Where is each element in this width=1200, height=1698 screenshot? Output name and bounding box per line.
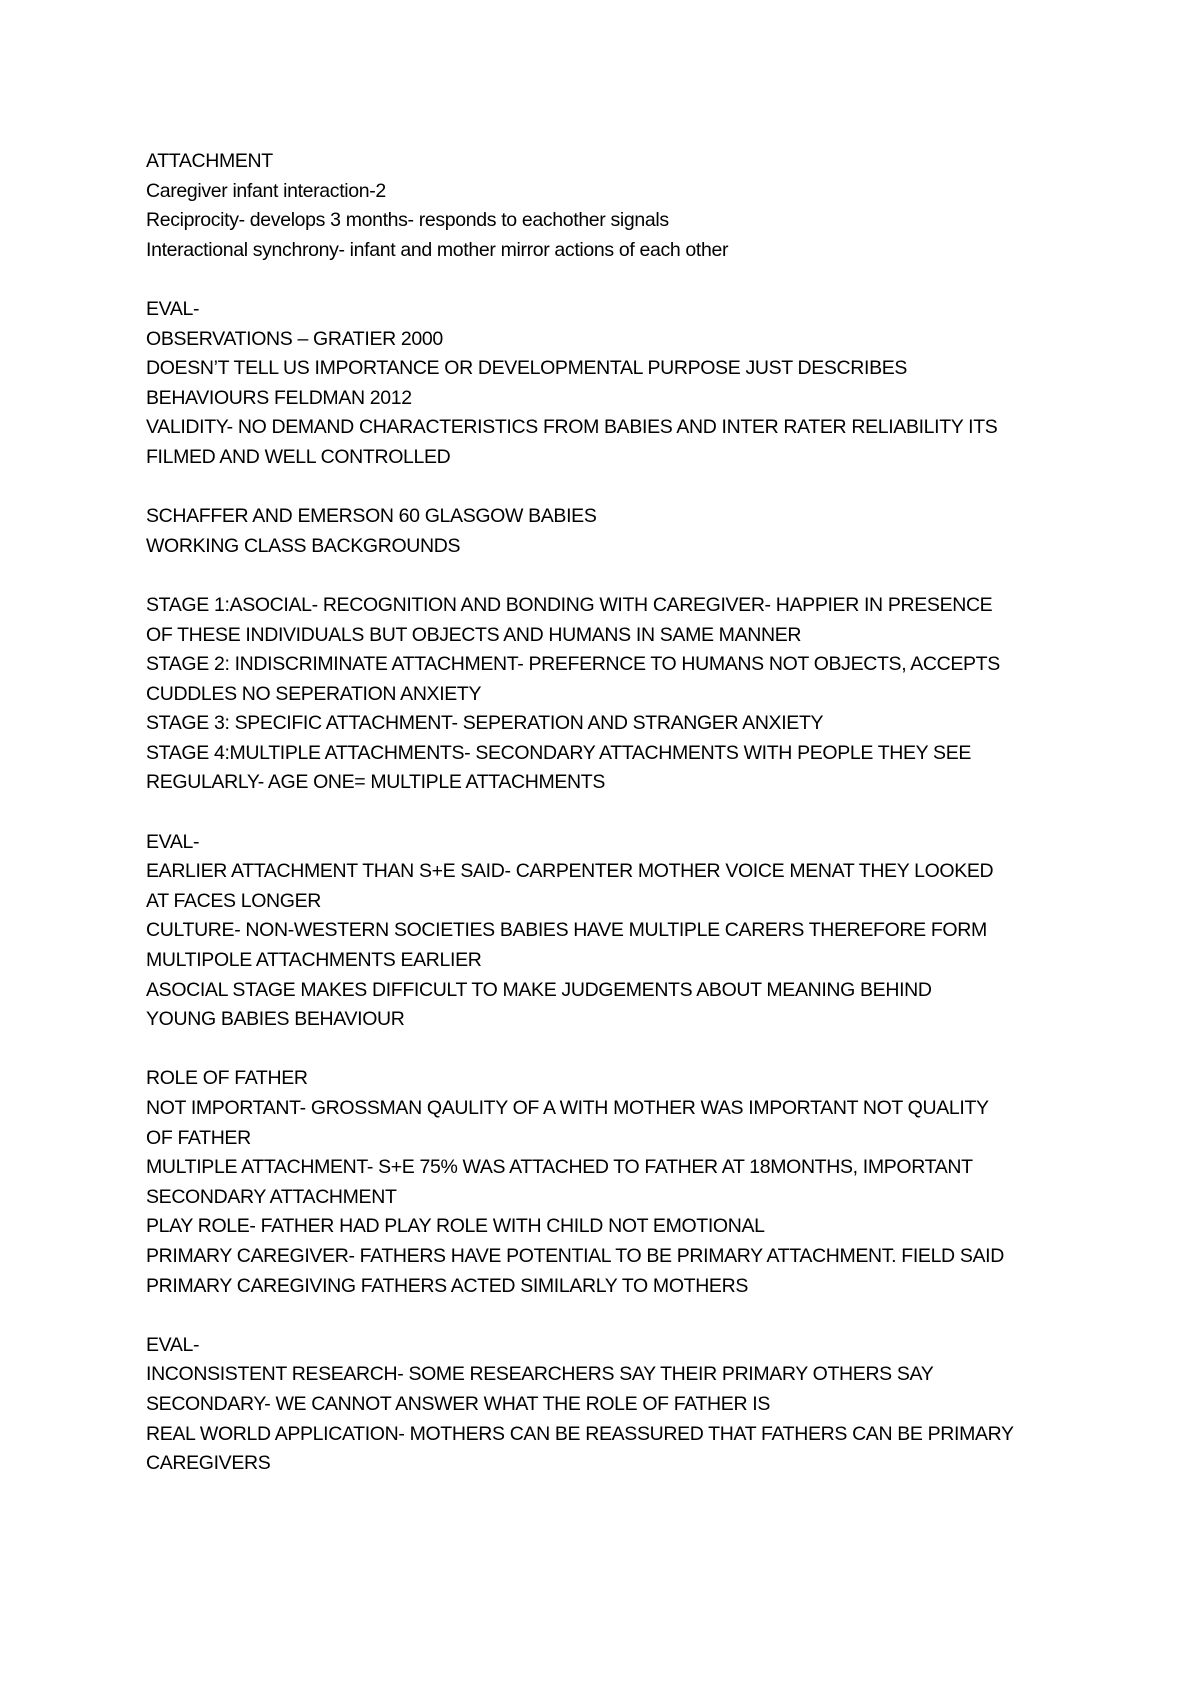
- text-line: SECONDARY ATTACHMENT: [146, 1185, 397, 1208]
- blank-line: [146, 798, 1076, 828]
- blank-line: [146, 473, 1076, 503]
- text-line: DOESN’T TELL US IMPORTANCE OR DEVELOPMENTAL PURPOSE JUST DESCRIBES: [146, 357, 908, 380]
- text-line: VALIDITY- NO DEMAND CHARACTERISTICS FROM BABIES AND INTER RATER RELIABILITY ITS: [146, 416, 998, 439]
- text-line: ASOCIAL STAGE MAKES DIFFICULT TO MAKE JUDGEMENTS ABOUT MEANING BEHIND: [146, 978, 932, 1001]
- text-line: AT FACES LONGER: [146, 889, 321, 912]
- text-line: STAGE 3: SPECIFIC ATTACHMENT- SEPERATION AND STRANGER ANXIETY: [146, 712, 824, 735]
- blank-line: [146, 1301, 1076, 1331]
- text-line: REGULARLY- AGE ONE= MULTIPLE ATTACHMENTS: [146, 771, 605, 794]
- blank-line: [146, 561, 1076, 591]
- blank-line: [146, 265, 1076, 295]
- text-line: CUDDLES NO SEPERATION ANXIETY: [146, 682, 482, 705]
- text-line: PRIMARY CAREGIVING FATHERS ACTED SIMILARLY TO MOTHERS: [146, 1274, 748, 1297]
- text-line: Caregiver infant interaction-2: [146, 179, 386, 202]
- text-line: OF FATHER: [146, 1126, 251, 1149]
- text-line: FILMED AND WELL CONTROLLED: [146, 445, 451, 468]
- blank-line: [146, 1035, 1076, 1065]
- text-line: EVAL-: [146, 1333, 200, 1356]
- text-line: SCHAFFER AND EMERSON 60 GLASGOW BABIES: [146, 505, 597, 528]
- text-line: YOUNG BABIES BEHAVIOUR: [146, 1008, 405, 1031]
- text-line: OF THESE INDIVIDUALS BUT OBJECTS AND HUMANS IN SAME MANNER: [146, 623, 802, 646]
- text-line: PLAY ROLE- FATHER HAD PLAY ROLE WITH CHILD NOT EMOTIONAL: [146, 1215, 765, 1238]
- text-line: PRIMARY CAREGIVER- FATHERS HAVE POTENTIAL TO BE PRIMARY ATTACHMENT. FIELD SAID: [146, 1244, 1004, 1267]
- text-line: Interactional synchrony- infant and mother mirror actions of each other: [146, 238, 729, 261]
- document-body: [146, 147, 1076, 1479]
- text-line: OBSERVATIONS – GRATIER 2000: [146, 327, 443, 350]
- text-line: STAGE 2: INDISCRIMINATE ATTACHMENT- PREFERNCE TO HUMANS NOT OBJECTS, ACCEPTS: [146, 653, 1000, 676]
- text-line: BEHAVIOURS FELDMAN 2012: [146, 386, 412, 409]
- text-line: SECONDARY- WE CANNOT ANSWER WHAT THE ROLE OF FATHER IS: [146, 1392, 770, 1415]
- text-line: NOT IMPORTANT- GROSSMAN QAULITY OF A WITH MOTHER WAS IMPORTANT NOT QUALITY: [146, 1097, 989, 1119]
- text-line: INCONSISTENT RESEARCH- SOME RESEARCHERS SAY THEIR PRIMARY OTHERS SAY: [146, 1363, 934, 1386]
- text-line: ROLE OF FATHER: [146, 1067, 308, 1090]
- text-line: REAL WORLD APPLICATION- MOTHERS CAN BE REASSURED THAT FATHERS CAN BE PRIMARY: [146, 1422, 1014, 1445]
- text-line: Reciprocity- develops 3 months- responds to eachother signals: [146, 209, 669, 232]
- text-line: MULTIPLE ATTACHMENT- S+E 75% WAS ATTACHED TO FATHER AT 18MONTHS, IMPORTANT: [146, 1156, 973, 1179]
- text-line: CULTURE- NON-WESTERN SOCIETIES BABIES HAVE MULTIPLE CARERS THEREFORE FORM: [146, 919, 987, 942]
- text-line: ATTACHMENT: [146, 150, 273, 172]
- text-line: STAGE 4:MULTIPLE ATTACHMENTS- SECONDARY ATTACHMENTS WITH PEOPLE THEY SEE: [146, 741, 972, 764]
- text-line: EVAL-: [146, 297, 200, 320]
- text-line: WORKING CLASS BACKGROUNDS: [146, 534, 461, 557]
- text-line: MULTIPOLE ATTACHMENTS EARLIER: [146, 949, 482, 972]
- text-line: STAGE 1:ASOCIAL- RECOGNITION AND BONDING WITH CAREGIVER- HAPPIER IN PRESENCE: [146, 593, 993, 616]
- text-line: CAREGIVERS: [146, 1452, 271, 1475]
- text-line: EVAL-: [146, 830, 200, 853]
- text-line: EARLIER ATTACHMENT THAN S+E SAID- CARPENTER MOTHER VOICE MENAT THEY LOOKED: [146, 860, 994, 883]
